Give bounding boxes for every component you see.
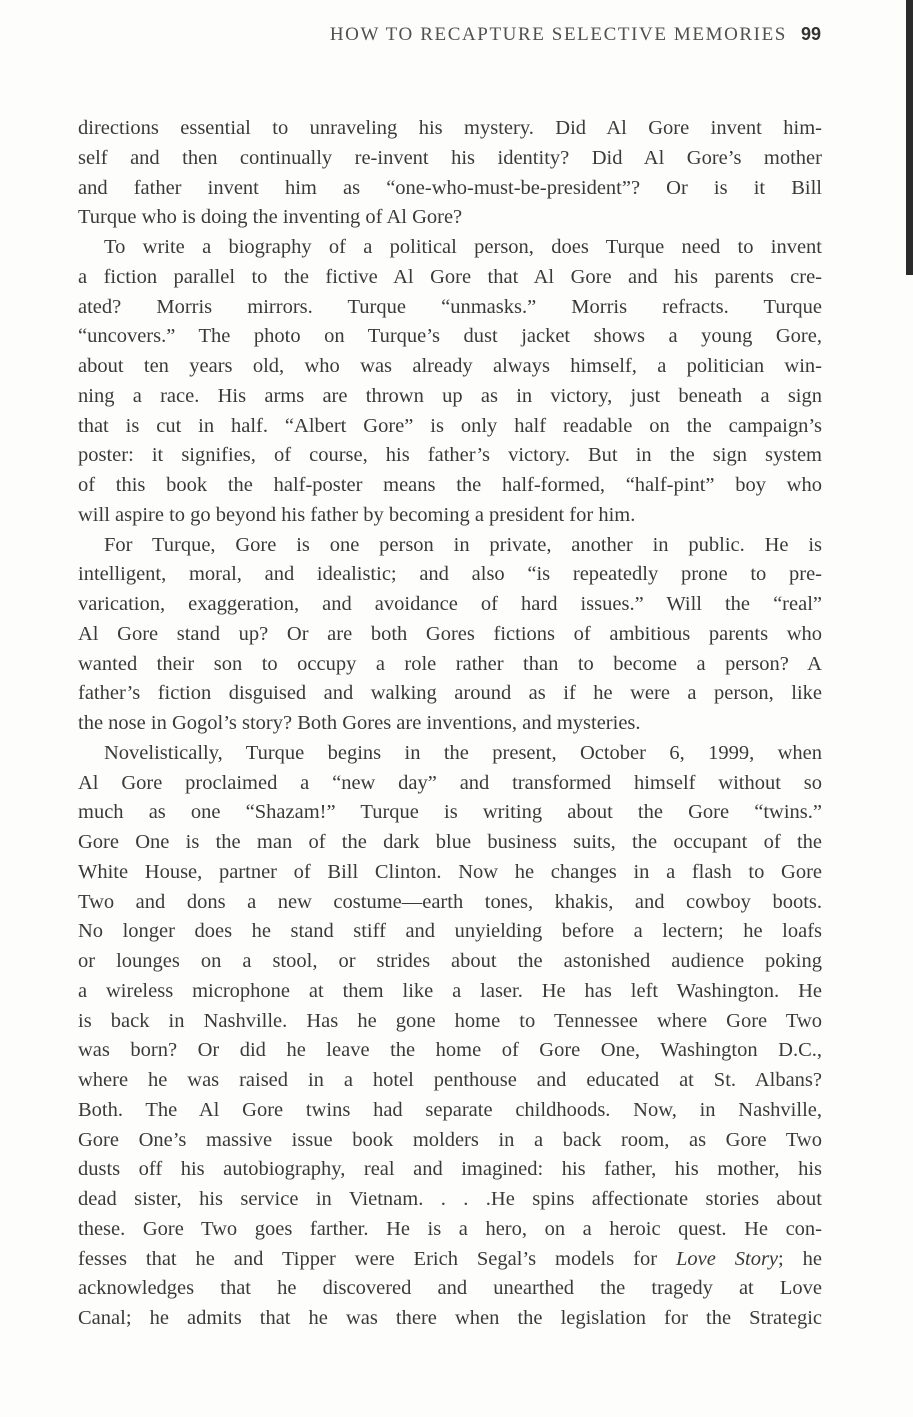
text-line: these. Gore Two goes farther. He is a hero, on a heroic quest. He con-	[78, 1217, 822, 1240]
scan-edge-shadow	[906, 0, 913, 275]
text-line: a fiction parallel to the fictive Al Gore that Al Gore and his parents cre-	[78, 265, 822, 288]
text-line: intelligent, moral, and idealistic; and also “is repeatedly prone to pre-	[78, 563, 822, 586]
text-line: Two and dons a new costume—earth tones, khakis, and cowboy boots.	[78, 890, 822, 913]
running-header	[330, 24, 821, 46]
body-text	[78, 114, 822, 1334]
text-segment: fesses that he and Tipper were Erich Segal’s models for	[78, 1247, 676, 1270]
text-line: about ten years old, who was already always himself, a politician win-	[78, 355, 822, 377]
text-line: Gore One’s massive issue book molders in a back room, as Gore Two	[78, 1128, 822, 1151]
text-line: Both. The Al Gore twins had separate childhoods. Now, in Nashville,	[78, 1098, 822, 1121]
text-line: a wireless microphone at them like a laser. He has left Washington. He	[78, 979, 822, 1002]
text-line: Gore One is the man of the dark blue business suits, the occupant of the	[78, 831, 822, 853]
text-line: White House, partner of Bill Clinton. Now he changes in a flash to Gore	[78, 860, 822, 883]
page-number: 99	[800, 24, 821, 44]
text-line: and father invent him as “one-who-must-be-president”? Or is it Bill	[78, 176, 822, 199]
text-line: varication, exaggeration, and avoidance of hard issues.” Will the “real”	[78, 593, 822, 615]
text-line	[78, 1245, 822, 1275]
text-line: ning a race. His arms are thrown up as in victory, just beneath a sign	[78, 384, 822, 407]
text-line: wanted their son to occupy a role rather than to become a person? A	[78, 652, 822, 675]
text-line: where he was raised in a hotel penthouse and educated at St. Albans?	[78, 1069, 822, 1091]
text-line: of this book the half-poster means the half-formed, “half-pint” boy who	[78, 474, 822, 496]
text-line: Canal; he admits that he was there when the legislation for the Strategic	[78, 1307, 822, 1329]
text-segment: ; he	[778, 1247, 822, 1270]
text-line: the nose in Gogol’s story? Both Gores are inventions, and mysteries.	[78, 712, 641, 734]
text-line: Turque who is doing the inventing of Al Gore?	[78, 206, 463, 229]
text-line: acknowledges that he discovered and unearthed the tragedy at Love	[78, 1277, 822, 1300]
italic-title: Love Story	[675, 1247, 779, 1270]
text-line: will aspire to go beyond his father by becoming a president for him.	[78, 503, 636, 526]
text-line: father’s fiction disguised and walking around as if he were a person, like	[78, 682, 822, 705]
text-line: was born? Or did he leave the home of Gore One, Washington D.C.,	[78, 1039, 822, 1062]
text-line: or lounges on a stool, or strides about the astonished audience poking	[78, 950, 822, 972]
text-line: Novelistically, Turque begins in the present, October 6, 1999, when	[104, 741, 822, 764]
text-line: dead sister, his service in Vietnam. . . .He spins affectionate stories about	[78, 1188, 822, 1210]
text-line: Al Gore proclaimed a “new day” and transformed himself without so	[78, 771, 822, 794]
text-line: To write a biography of a political person, does Turque need to invent	[104, 236, 822, 258]
text-line: For Turque, Gore is one person in private, another in public. He is	[104, 533, 822, 556]
text-line: that is cut in half. “Albert Gore” is only half readable on the campaign’s	[78, 414, 822, 437]
text-line: much as one “Shazam!” Turque is writing about the Gore “twins.”	[78, 801, 822, 824]
text-line: self and then continually re-invent his identity? Did Al Gore’s mother	[78, 146, 822, 169]
running-title: HOW TO RECAPTURE SELECTIVE MEMORIES	[329, 24, 787, 45]
text-line: “uncovers.” The photo on Turque’s dust jacket shows a young Gore,	[78, 325, 822, 348]
text-line: directions essential to unraveling his mystery. Did Al Gore invent him-	[78, 117, 822, 139]
text-line: ated? Morris mirrors. Turque “unmasks.” Morris refracts. Turque	[78, 295, 822, 318]
text-line: poster: it signifies, of course, his father’s victory. But in the sign system	[78, 444, 822, 467]
text-line: Al Gore stand up? Or are both Gores fictions of ambitious parents who	[78, 622, 822, 645]
text-line: No longer does he stand stiff and unyielding before a lectern; he loafs	[78, 920, 822, 943]
text-line: dusts off his autobiography, real and imagined: his father, his mother, his	[78, 1158, 822, 1181]
text-line: is back in Nashville. Has he gone home to Tennessee where Gore Two	[78, 1009, 822, 1032]
